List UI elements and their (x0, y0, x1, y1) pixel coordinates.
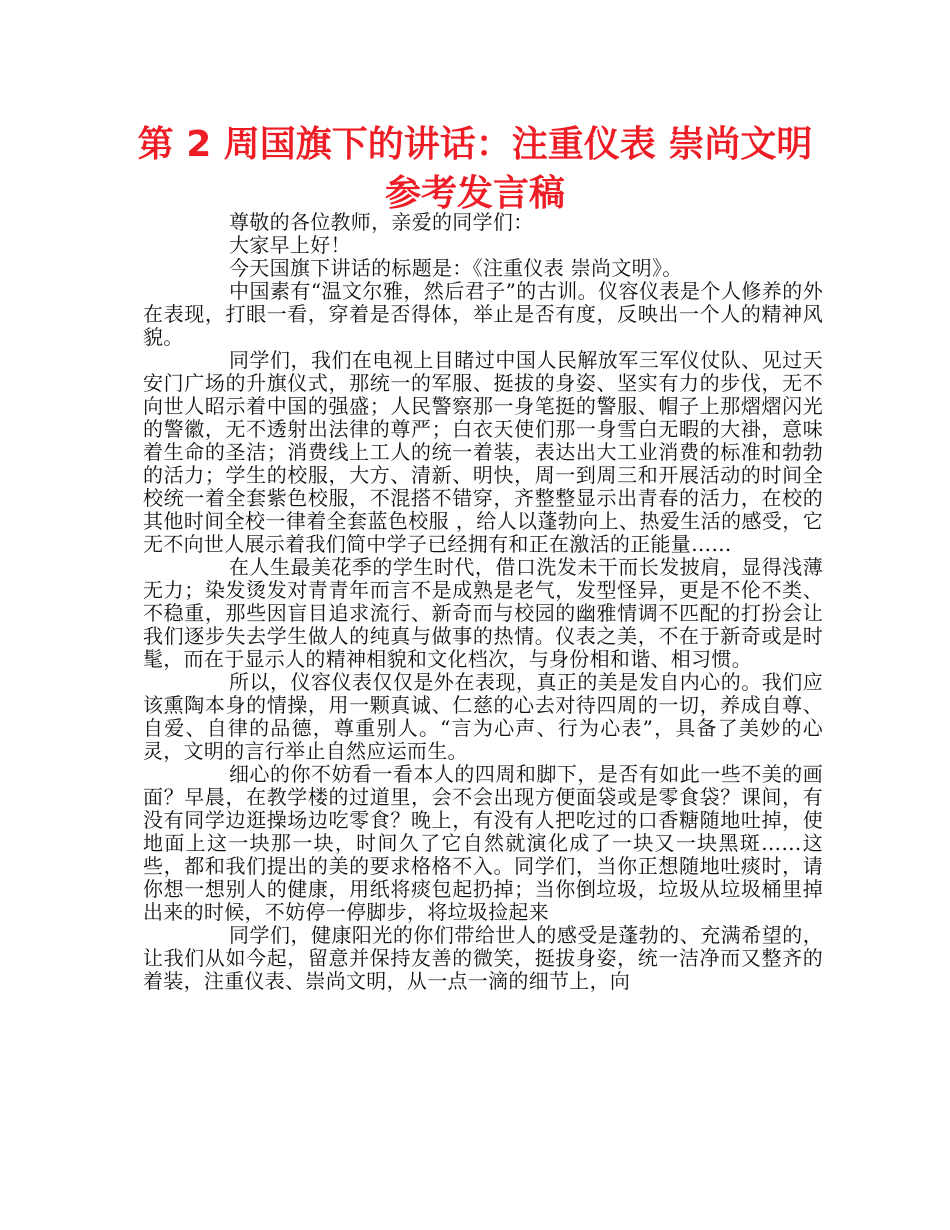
salutation: 尊敬的各位教师，亲爱的同学们： (229, 210, 534, 234)
paragraph-closing: 同学们，健康阳光的你们带给世人的感受是蓬勃的、充满希望的，让我们从如今起，留意并保持友善的微笑，挺拔身姿，统一洁净而又整齐的着装，注重仪表、崇尚文明，从一点一滴的细节上，向 (143, 923, 823, 993)
topic-intro: 今天国旗下讲话的标题是：《注重仪表 崇尚文明》。 (229, 256, 683, 280)
document-title-line-2: 参考发言稿 (384, 173, 565, 214)
paragraph-environment: 细心的你不妨看一看本人的四周和脚下，是否有如此一些不美的画面？早晨，在教学楼的过道里，会不会出现方便面袋或是零食袋？课间，有没有同学边逛操场边吃零食？晚上，有没有人把吃过的口香糖随地吐掉，使地面上这一块那一块，时间久了它自然就演化成了一块又一块黑斑……这些，都和我们提出的美的要求格格不入。同学们，当你正想随地吐痰时，请你想一想别人的健康，用纸将痰包起扔掉；当你倒垃圾，垃圾从垃圾桶里掉出来的时候，不妨停一停脚步，将垃圾捡起来 (143, 762, 823, 924)
paragraph-tradition: 中国素有“温文尔雅，然后君子”的古训。仪容仪表是个人修养的外在表现，打眼一看，穿着是否得体，举止是否有度，反映出一个人的精神风貌。 (143, 279, 823, 349)
greeting: 大家早上好！ (229, 233, 351, 257)
speech-body (143, 211, 823, 993)
paragraph-uniforms: 同学们，我们在电视上目睹过中国人民解放军三军仪仗队、见过天安门广场的升旗仪式，那统一的军服、挺拔的身姿、坚实有力的步伐，无不向世人昭示着中国的强盛；人民警察那一身笔挺的警服、帽子上那熠熠闪光的警徽，无不透射出法律的尊严；白衣天使们那一身雪白无暇的大褂，意味着生命的圣洁；消费线上工人的统一着装，表达出大工业消费的标准和勃勃的活力；学生的校服，大方、清新、明快，周一到周三和开展活动的时间全校统一着全套紫色校服，不混搭不错穿，齐整整显示出青春的活力，在校的其他时间全校一律着全套蓝色校服 ，给人以蓬勃向上、热爱生活的感受，它无不向世人展示着我们简中学子已经拥有和正在激活的正能量…… (143, 348, 823, 556)
paragraph-inner-beauty: 所以，仪容仪表仅仅是外在表现，真正的美是发自内心的。我们应该熏陶本身的情操，用一颗真诚、仁慈的心去对待四周的一切，养成自尊、自爱、自律的品德，尊重别人。“言为心声、行为心表”，具备了美妙的心灵，文明的言行举止自然应运而生。 (143, 670, 823, 763)
paragraph-student-appearance: 在人生最美花季的学生时代，借口洗发未干而长发披肩，显得浅薄无力；染发烫发对青青年而言不是成熟是老气，发型怪异，更是不伦不类、不稳重，那些因盲目追求流行、新奇而与校园的幽雅情调不匹配的打扮会让我们逐步失去学生做人的纯真与做事的热情。仪表之美，不在于新奇或是时髦，而在于显示人的精神相貌和文化档次，与身份相和谐、相习惯。 (143, 555, 823, 671)
document-title-line-1: 第 2 周国旗下的讲话：注重仪表 崇尚文明 (137, 124, 813, 165)
